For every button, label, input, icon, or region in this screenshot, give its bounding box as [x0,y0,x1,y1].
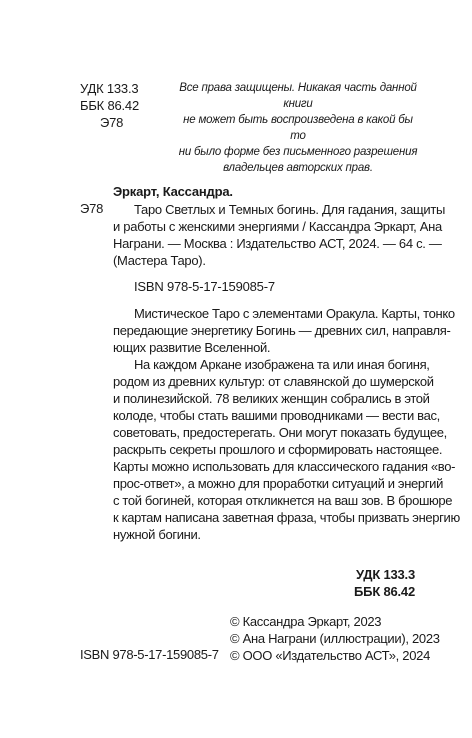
rights-notice-line: владельцев авторских прав. [223,162,373,174]
udk-code: УДК 133.3 [80,81,139,96]
annotation-line: Карты можно использовать для классического гадания «во- [113,459,456,474]
biblio-line: (Мастера Таро). [113,253,206,268]
annotation-line: На каждом Аркане изображена та или иная богиня, [134,357,430,372]
copyright-line: © Кассандра Эркарт, 2023 [230,614,382,629]
biblio-line: Таро Светлых и Темных богинь. Для гадания, защиты [134,202,446,217]
bbk-code-bottom: ББК 86.42 [354,584,415,599]
annotation-line: и полинезийской. 78 великих женщин собрались в этой [113,391,430,406]
annotation-line: к картам написана заветная фраза, чтобы призвать энергию [113,510,460,525]
rights-notice-line: не может быть воспроизведена в какой бы то [183,114,413,142]
classification-codes [80,80,139,131]
bbk-code: ББК 86.42 [80,98,139,113]
annotation-line: советовать, предостерегать. Они могут показать будущее, [113,425,447,440]
biblio-line: Награни. — Москва : Издательство АСТ, 2024. — 64 с. — [113,236,442,251]
annotation-line: колоде, чтобы стать вашими проводниками — вести вас, [113,408,440,423]
annotation-line: раскрыть секреты прошлого и сформировать настоящее. [113,442,443,457]
bibliography-mark: Э78 [80,201,104,216]
udk-code-bottom: УДК 133.3 [356,567,415,582]
biblio-line: и работы с женскими энергиями / Кассандра Эркарт, Ана [113,219,442,234]
rights-notice-line: Все права защищены. Никакая часть данной книги [179,82,417,110]
annotation-line: с той богиней, которая откликнется на ваш зов. В брошюре [113,493,453,508]
bibliographic-description [113,201,446,269]
annotation-line: нужной богини. [113,527,201,542]
isbn-bottom: ISBN 978-5-17-159085-7 [80,647,219,662]
annotation-line: родом из древних культур: от славянской до шумерской [113,374,434,389]
annotation [113,305,460,543]
annotation-line: передающие энергетику Богинь — древних сил, направля- [113,323,451,338]
copyright-line: © Ана Награни (иллюстрации), 2023 [230,631,440,646]
annotation-line: прос-ответ», а можно для проработки ситуаций и энергий [113,476,443,491]
classification-codes-bottom [354,566,415,600]
copyright-block [230,613,440,664]
copyright-line: © ООО «Издательство АСТ», 2024 [230,648,431,663]
annotation-line: Мистическое Таро с элементами Оракула. Карты, тонко [134,306,455,321]
isbn: ISBN 978-5-17-159085-7 [134,279,275,294]
annotation-line: ющих развитие Вселенной. [113,340,271,355]
author-mark: Э78 [100,115,124,130]
rights-notice-line: ни было форме без письменного разрешения [178,146,418,158]
rights-notice [178,80,418,176]
author-heading: Эркарт, Кассандра. [113,184,233,199]
